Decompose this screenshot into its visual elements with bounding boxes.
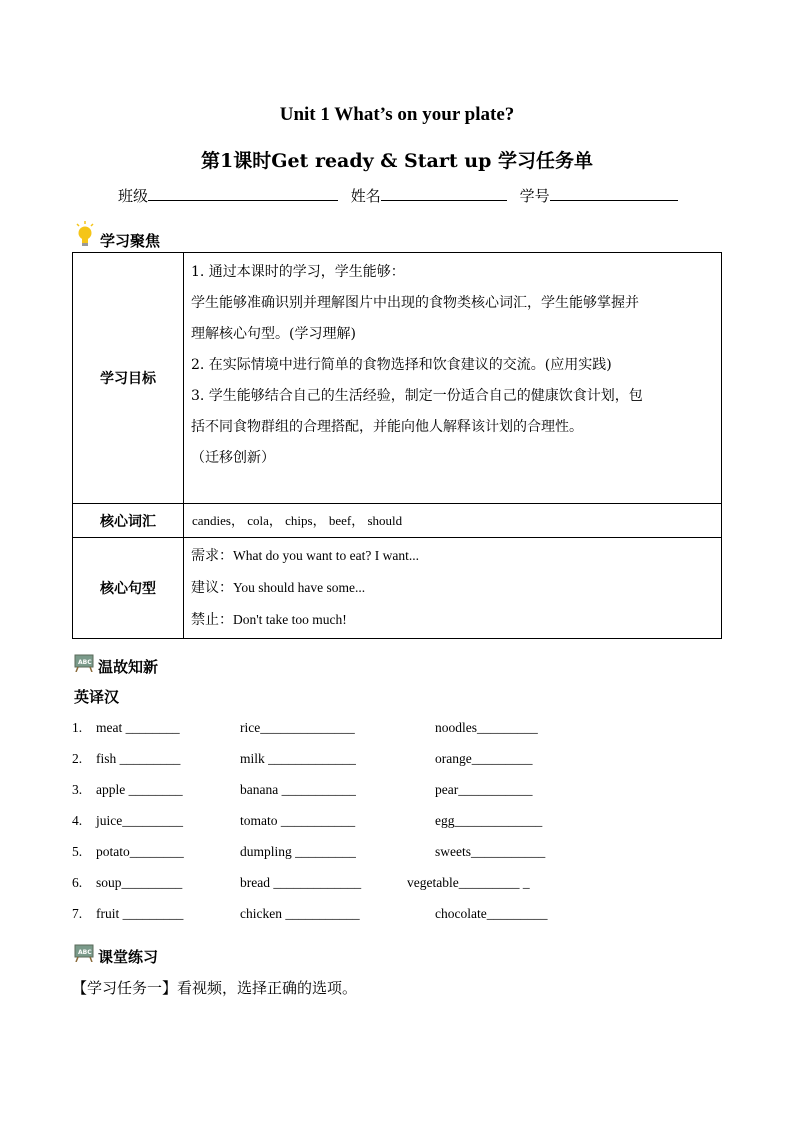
row-number: 1. <box>72 720 83 735</box>
sentences-label: 核心句型 <box>73 538 184 639</box>
name-blank[interactable] <box>381 186 507 201</box>
row-number: 4. <box>72 813 83 828</box>
goals-table <box>72 252 722 639</box>
sentences-content <box>184 538 722 639</box>
goals-row <box>73 253 722 504</box>
translation-subheading: 英译汉 <box>74 688 120 706</box>
class-label: 班级 <box>118 187 149 205</box>
goal-line: 学生能够准确识别并理解图片中出现的食物类核心词汇，学生能够掌握并 <box>191 295 639 311</box>
word-blank[interactable]: rice______________ <box>240 720 355 735</box>
goals-content <box>184 253 722 504</box>
goals-label: 学习目标 <box>73 253 184 504</box>
row-number: 2. <box>72 751 83 766</box>
sentence-line: 建议：You should have some... <box>191 580 366 596</box>
vocab-row <box>73 504 722 538</box>
focus-heading: 学习聚焦 <box>76 216 160 251</box>
sentence-line: 禁止：Don't take too much! <box>191 612 347 628</box>
word-blank[interactable]: chocolate_________ <box>435 906 548 921</box>
goal-line: 理解核心句型。(学习理解) <box>191 326 356 342</box>
blackboard-icon <box>74 654 94 672</box>
word-blank[interactable]: meat ________ <box>96 720 180 735</box>
word-blank[interactable]: apple ________ <box>96 782 183 797</box>
word-blank[interactable]: soup_________ <box>96 875 183 890</box>
page-title: Unit 1 What’s on your plate? <box>279 104 515 125</box>
name-label: 姓名 <box>350 187 381 205</box>
vocab-content: candies， cola， chips， beef， should <box>184 504 722 538</box>
word-blank[interactable]: fish _________ <box>96 751 181 766</box>
id-blank[interactable] <box>550 186 678 201</box>
row-number: 5. <box>72 844 83 859</box>
word-blank[interactable]: sweets___________ <box>435 844 546 859</box>
word-blank[interactable]: dumpling _________ <box>240 844 356 859</box>
goal-line: 2. 在实际情境中进行简单的食物选择和饮食建议的交流。(应用实践) <box>191 357 612 373</box>
word-blank[interactable]: potato________ <box>96 844 184 859</box>
sentence-line: 需求：What do you want to eat? I want... <box>191 548 419 564</box>
student-info-line <box>118 185 686 206</box>
goal-line: 3. 学生能够结合自己的生活经验，制定一份适合自己的健康饮食计划，包 <box>191 388 643 404</box>
blackboard-icon <box>74 944 94 962</box>
word-blank[interactable]: egg_____________ <box>435 813 543 828</box>
row-number: 7. <box>72 906 83 921</box>
word-blank[interactable]: banana ___________ <box>240 782 356 797</box>
svg-text:ABC: ABC <box>78 658 92 666</box>
word-blank[interactable]: vegetable_________ _ <box>407 875 530 890</box>
vocab-label: 核心词汇 <box>73 504 184 538</box>
word-blank[interactable]: noodles_________ <box>435 720 538 735</box>
sentences-row <box>73 538 722 639</box>
goal-line: 1. 通过本课时的学习，学生能够： <box>191 264 405 280</box>
task-one: 【学习任务一】看视频，选择正确的选项。 <box>72 979 358 997</box>
goal-line: （迁移创新） <box>191 450 275 466</box>
svg-text:ABC: ABC <box>78 948 92 956</box>
review-heading: ABC 温故知新 <box>74 648 158 677</box>
practice-heading: ABC 课堂练习 <box>74 938 158 967</box>
word-blank[interactable]: bread _____________ <box>240 875 362 890</box>
word-blank[interactable]: orange_________ <box>435 751 533 766</box>
row-number: 6. <box>72 875 83 890</box>
page-subtitle: 第1课时Get ready & Start up 学习任务单 <box>201 150 593 172</box>
class-blank[interactable] <box>148 186 338 201</box>
lightbulb-icon <box>76 221 94 247</box>
word-blank[interactable]: pear___________ <box>435 782 533 797</box>
word-blank[interactable]: milk _____________ <box>240 751 356 766</box>
id-label: 学号 <box>519 187 550 205</box>
word-blank[interactable]: chicken ___________ <box>240 906 360 921</box>
word-blank[interactable]: fruit _________ <box>96 906 184 921</box>
word-blank[interactable]: juice_________ <box>96 813 183 828</box>
word-blank[interactable]: tomato ___________ <box>240 813 356 828</box>
row-number: 3. <box>72 782 83 797</box>
goal-line: 括不同食物群组的合理搭配，并能向他人解释该计划的合理性。 <box>191 419 583 435</box>
